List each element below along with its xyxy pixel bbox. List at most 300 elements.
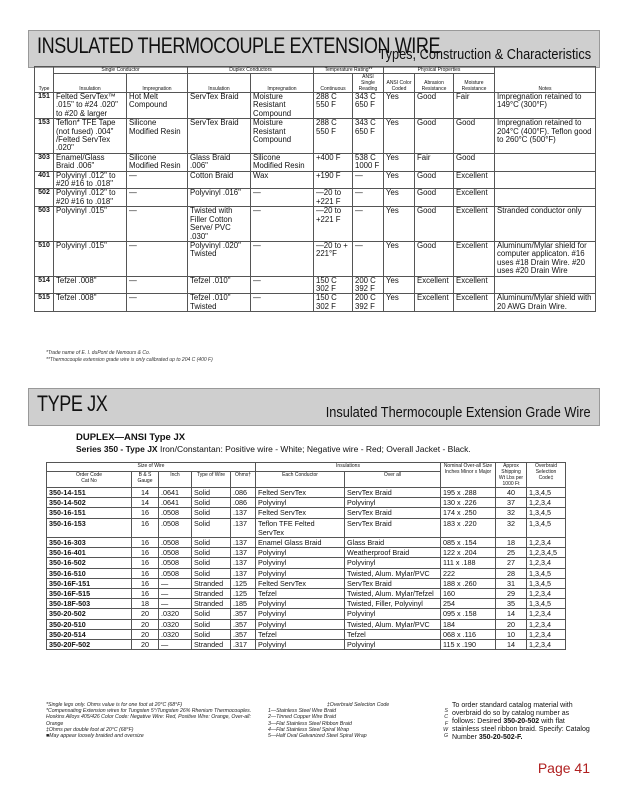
cell: 160 [441, 589, 496, 599]
cell: Felted ServTex [256, 508, 345, 518]
cell: 538 C 1000 F [353, 153, 384, 171]
cell: 068 x .116 [441, 629, 496, 639]
cell: Yes [384, 171, 415, 189]
cell: 130 x .226 [441, 498, 496, 508]
cell: 184 [441, 619, 496, 629]
overbraid-item [268, 733, 448, 739]
table-row [47, 589, 566, 599]
cell: 16 [132, 548, 159, 558]
footnote: **Thermocouple extension grade wire is only calibrated up to 204 C (400 F) [46, 356, 213, 363]
cell: .357 [231, 619, 256, 629]
cell: 122 x .204 [441, 548, 496, 558]
col-color-coded: ANSI Color Coded [384, 74, 415, 93]
cell: Excellent [454, 207, 495, 242]
cell: Stranded [192, 640, 231, 650]
cell: 1,3,4,5 [527, 508, 566, 518]
cell: 14 [132, 498, 159, 508]
cell: Yes [384, 119, 415, 154]
cell: 32 [496, 518, 527, 537]
order-note [452, 702, 592, 742]
cell: Yes [384, 93, 415, 119]
cell: — [127, 207, 188, 242]
cell: 510 [35, 241, 54, 276]
series-desc: Iron/Constantan: Positive wire - White; Negative wire - Red; Overall Jacket - Black. [157, 444, 471, 454]
section-title: DUPLEX—ANSI Type JX [76, 432, 186, 443]
cell: Silicone Modified Resin [127, 119, 188, 154]
cat-no-label: Cat No [81, 477, 97, 484]
table-row [47, 548, 566, 558]
cell: Enamel/Glass Braid .006" [54, 153, 127, 171]
cell: ServTex Braid [345, 488, 441, 498]
group-temperature-rating: Temperature Rating** [314, 67, 384, 74]
col-inch: Inch [159, 471, 192, 487]
cell: Felted ServTex [256, 488, 345, 498]
cell: 343 C 650 F [353, 93, 384, 119]
cell: Yes [384, 207, 415, 242]
cell: 150 C 302 F [314, 294, 353, 312]
cell: 288 C 550 F [314, 93, 353, 119]
footnote: ■May appear loosely braided and oversize [46, 733, 144, 740]
cell: — [251, 189, 314, 207]
cell: 153 [35, 119, 54, 154]
col-impregnation: Impregnation [127, 74, 188, 93]
cell: Silicone Modified Resin [251, 153, 314, 171]
cell: Excellent [454, 189, 495, 207]
cell: 111 x .188 [441, 558, 496, 568]
cell: 10 [496, 629, 527, 639]
cell: Stranded [192, 578, 231, 588]
cell: 1,3,4,5 [527, 568, 566, 578]
cell: +400 F [314, 153, 353, 171]
order-code-example: 350-20-502 [503, 718, 540, 725]
series-name: Series 350 - Type JX [76, 444, 158, 454]
footnote: *Trade name of E. I. duPont de Nemours & Co. [46, 350, 151, 356]
cell: .0641 [159, 498, 192, 508]
overbraid-letter: C [444, 714, 448, 721]
table-row [47, 629, 566, 639]
cell: Yes [384, 153, 415, 171]
cell [495, 153, 596, 171]
cell: 18 [496, 538, 527, 548]
cell: .0320 [159, 619, 192, 629]
cell: Excellent [454, 294, 495, 312]
cell: .0508 [159, 508, 192, 518]
cell: 183 x .220 [441, 518, 496, 537]
cell: 28 [496, 568, 527, 578]
cell: Silicone Modified Resin [127, 153, 188, 171]
cell: — [127, 294, 188, 312]
cell: .0508 [159, 548, 192, 558]
overbraid-letter: F [444, 720, 448, 727]
cell: Good [415, 93, 454, 119]
cell: Glass Braid [345, 538, 441, 548]
table-row [47, 609, 566, 619]
cell: 16 [132, 578, 159, 588]
cell: Impregnation retained to 149°C (300°F) [495, 93, 596, 119]
header-subtitle: Insulated Thermocouple Extension Grade Wire [326, 404, 591, 421]
cell: Felted ServTex [256, 578, 345, 588]
cell: 1,3,4,5 [527, 578, 566, 588]
cell: 095 x .158 [441, 609, 496, 619]
overbraid-letter: W [443, 726, 448, 733]
cell: 350-20-502 [47, 609, 132, 619]
cell: — [353, 207, 384, 242]
cell: 16 [132, 558, 159, 568]
group-duplex-conductors: Duplex Conductors [188, 67, 314, 74]
group-size-of-wire: Size of Wire [47, 463, 256, 472]
table-row [35, 93, 596, 119]
cell: Polyvinyl .012" to #20 #16 to .018" [54, 189, 127, 207]
cell: Solid [192, 518, 231, 537]
cell: 14 [496, 640, 527, 650]
cell: 350-14-151 [47, 488, 132, 498]
cell: 20 [132, 629, 159, 639]
cell: 16 [132, 568, 159, 578]
cell: ServTex Braid [345, 578, 441, 588]
cell: — [251, 207, 314, 242]
cell: 350-14-502 [47, 498, 132, 508]
cell: Wax [251, 171, 314, 189]
cell: 350-18F-503 [47, 599, 132, 609]
cell: —20 to +221 F [314, 207, 353, 242]
cell: Solid [192, 568, 231, 578]
cell: Solid [192, 619, 231, 629]
overbraid-label: 3—Flat Stainless Steel Ribbon Braid [268, 720, 352, 727]
section-header-extension-wire [28, 30, 600, 68]
cell: 16 [132, 518, 159, 537]
table-row [35, 294, 596, 312]
cell: Solid [192, 538, 231, 548]
cell: .0508 [159, 518, 192, 537]
cell: 1,2,3,4 [527, 589, 566, 599]
footnote: ‡Ohms per double foot at 20°C (68°F) [46, 726, 134, 733]
col-duplex-insulation: Insulation [188, 74, 251, 93]
cell: Yes [384, 294, 415, 312]
cell: Good [415, 189, 454, 207]
cell: Polyvinyl [256, 548, 345, 558]
cell: 115 x .190 [441, 640, 496, 650]
cell: Twisted, Filler, Polyvinyl [345, 599, 441, 609]
cell: 195 x .288 [441, 488, 496, 498]
types-construction-table [34, 66, 596, 312]
cell: ServTex Braid [345, 518, 441, 537]
cell: 1,2,3,4 [527, 558, 566, 568]
cell: 1,2,3,4 [527, 619, 566, 629]
cell: .086 [231, 488, 256, 498]
cell: — [159, 578, 192, 588]
cell: Yes [384, 241, 415, 276]
cell: Excellent [415, 294, 454, 312]
cell: Tefzel [345, 629, 441, 639]
cell: 1,3,4,5 [527, 488, 566, 498]
cell: Solid [192, 548, 231, 558]
cell: 1,2,3,4 [527, 498, 566, 508]
cell: — [353, 241, 384, 276]
cell: .0508 [159, 558, 192, 568]
group-single-conductor: Single Conductor [54, 67, 188, 74]
cell: 151 [35, 93, 54, 119]
cell: Weatherproof Braid [345, 548, 441, 558]
cell: .137 [231, 548, 256, 558]
cell [495, 276, 596, 294]
col-order-code [47, 471, 132, 487]
cell: 350-16-401 [47, 548, 132, 558]
cell: Hot Melt Compound [127, 93, 188, 119]
table-row [47, 578, 566, 588]
cell: Polyvinyl .015" [54, 207, 127, 242]
cell: 1,2,3,4,5 [527, 548, 566, 558]
cell: 200 C 392 F [353, 294, 384, 312]
col-overall: Over all [345, 471, 441, 487]
cell [495, 189, 596, 207]
cell: Polyvinyl [345, 558, 441, 568]
cell: Twisted with Filler Cotton Serve/ PVC .030" [188, 207, 251, 242]
col-continuous: Continuous [314, 74, 353, 93]
cell: 288 C 550 F [314, 119, 353, 154]
table-row [47, 518, 566, 537]
cell: ServTex Braid [188, 119, 251, 154]
col-nominal-size: Nominal Over-all Size Inches Minor x Major [441, 463, 496, 488]
table-row [47, 498, 566, 508]
overbraid-label: 5—Half Oval Galvanized Steel Spiral Wrap [268, 733, 367, 740]
cell: 16 [132, 538, 159, 548]
cell: 1,3,4,5 [527, 599, 566, 609]
cell: 350-16-151 [47, 508, 132, 518]
col-type: Type [35, 67, 54, 93]
cell: Solid [192, 629, 231, 639]
cell: Polyvinyl [345, 498, 441, 508]
cell: 20 [132, 640, 159, 650]
cell: —20 to +221 F [314, 189, 353, 207]
cell: 16 [132, 508, 159, 518]
cell: 343 C 650 F [353, 119, 384, 154]
cell: 14 [496, 609, 527, 619]
cell: Felted ServTex™ .015" to #24 .020" to #20 & larger [54, 93, 127, 119]
col-abrasion: Abrasion Resistance [415, 74, 454, 93]
cell: Excellent [454, 276, 495, 294]
overbraid-label: 2—Tinned Copper Wire Braid [268, 714, 336, 721]
cell: 515 [35, 294, 54, 312]
cell: Teflon TFE Felted ServTex [256, 518, 345, 537]
cell: — [127, 171, 188, 189]
cell: 188 x .260 [441, 578, 496, 588]
cell: Excellent [415, 276, 454, 294]
col-wire-type: Type of Wire [192, 471, 231, 487]
order-note-prefix: To order standard catalog material with overbraid do so by catalog number as follows: Desired [452, 702, 573, 725]
cell: .125 [231, 578, 256, 588]
cell: .0320 [159, 629, 192, 639]
cell: Polyvinyl [256, 568, 345, 578]
table-row [47, 640, 566, 650]
cell: Stranded [192, 599, 231, 609]
cell: Good [415, 119, 454, 154]
cell: .357 [231, 609, 256, 619]
group-insulations: Insulations [256, 463, 441, 472]
cell: Yes [384, 276, 415, 294]
cell: 1,2,3,4 [527, 640, 566, 650]
footnote: *Single legs only. Ohms value is for one foot at 20°C (68°F) [46, 702, 183, 708]
col-each-conductor: Each Conductor [256, 471, 345, 487]
page-number: Page 41 [537, 760, 590, 776]
cell: Tefzel .010" Twisted [188, 294, 251, 312]
cell: Polyvinyl [345, 640, 441, 650]
cell: — [353, 189, 384, 207]
cell: —20 to + 221°F [314, 241, 353, 276]
cell: Teflon* TFE Tape (not fused) .004" /Felted ServTex .020" [54, 119, 127, 154]
cell: 350-16-153 [47, 518, 132, 537]
cell: 20 [132, 609, 159, 619]
cell: Fair [415, 153, 454, 171]
cell: — [127, 189, 188, 207]
table2-footnotes [46, 702, 261, 739]
cell: 200 C 392 F [353, 276, 384, 294]
cell: Twisted, Alum. Mylar/PVC [345, 568, 441, 578]
cell: 401 [35, 171, 54, 189]
cell: Polyvinyl .020" Twisted [188, 241, 251, 276]
cell: 27 [496, 558, 527, 568]
cell: Solid [192, 558, 231, 568]
cell: 254 [441, 599, 496, 609]
group-physical-properties: Physical Properties [384, 67, 495, 74]
cell: 25 [496, 548, 527, 558]
header-subtitle: Types, Construction & Characteristics [378, 46, 591, 63]
table-row [35, 119, 596, 154]
cell: — [353, 171, 384, 189]
cell: Polyvinyl .016" [188, 189, 251, 207]
jx-catalog-table [46, 462, 566, 650]
overbraid-letter: G [443, 733, 448, 740]
jx-table-body [47, 488, 566, 650]
table-row [35, 241, 596, 276]
cell: — [159, 640, 192, 650]
cell: 350-16F-515 [47, 589, 132, 599]
cell: 1,2,3,4 [527, 629, 566, 639]
cell: 350-16-502 [47, 558, 132, 568]
col-shipping-weight: Approx Shipping Wt Lbs per 1000 Ft [496, 463, 527, 488]
cell: 174 x .250 [441, 508, 496, 518]
cell: 18 [132, 599, 159, 609]
cell: Polyvinyl [256, 640, 345, 650]
cell: Solid [192, 488, 231, 498]
cell: 20 [132, 619, 159, 629]
cell: Stranded [192, 589, 231, 599]
cell: Moisture Resistant Compound [251, 119, 314, 154]
overbraid-label: 4—Flat Stainless Steel Spiral Wrap [268, 726, 350, 733]
cell: — [251, 276, 314, 294]
order-code-label: Order Code [75, 471, 103, 478]
table-row [47, 508, 566, 518]
cell: Cotton Braid [188, 171, 251, 189]
cell: Polyvinyl [256, 609, 345, 619]
cell: Excellent [454, 241, 495, 276]
overbraid-code-legend [268, 702, 448, 739]
cell: Polyvinyl [256, 619, 345, 629]
catalog-number-example: 350-20-502-F. [478, 734, 523, 741]
cell: Good [454, 119, 495, 154]
cell: — [127, 241, 188, 276]
cell: Polyvinyl [345, 609, 441, 619]
cell: 503 [35, 207, 54, 242]
cell: — [159, 589, 192, 599]
cell: Tefzel [256, 589, 345, 599]
cell: — [251, 294, 314, 312]
col-duplex-impregnation: Impregnation [251, 74, 314, 93]
cell: Glass Braid .006" [188, 153, 251, 171]
cell: Twisted, Alum. Mylar/Tefzel [345, 589, 441, 599]
cell: Aluminum/Mylar shield with 20 AWG Drain Wire. [495, 294, 596, 312]
cell: .086 [231, 498, 256, 508]
table-row [35, 189, 596, 207]
cell: .357 [231, 629, 256, 639]
col-gauge: B & S Gauge [132, 471, 159, 487]
table1-footnotes [46, 350, 213, 363]
overbraid-title: ‡Overbraid Selection Code [326, 702, 390, 708]
cell: Yes [384, 189, 415, 207]
cell: Good [415, 241, 454, 276]
cell: Moisture Resistant Compound [251, 93, 314, 119]
overbraid-items [268, 708, 448, 739]
cell: — [251, 241, 314, 276]
cell: 16 [132, 589, 159, 599]
overbraid-label: 1—Stainless Steel Wire Braid [268, 708, 336, 715]
cell: 14 [132, 488, 159, 498]
cell [495, 171, 596, 189]
cell: .125 [231, 589, 256, 599]
cell: 31 [496, 578, 527, 588]
cell: Good [415, 207, 454, 242]
cell: Solid [192, 609, 231, 619]
cell: .0508 [159, 568, 192, 578]
col-ohms: Ohms† [231, 471, 256, 487]
col-overbraid-code: Overbraid Selection Code‡ [527, 463, 566, 488]
cell: .0508 [159, 538, 192, 548]
cell: 1,3,4,5 [527, 518, 566, 537]
cell: Fair [454, 93, 495, 119]
cell: .0320 [159, 609, 192, 619]
cell: Good [415, 171, 454, 189]
cell: .185 [231, 599, 256, 609]
cell: 350-16F-151 [47, 578, 132, 588]
cell: .137 [231, 518, 256, 537]
header-title: INSULATED THERMOCOUPLE EXTENSION WIRE [37, 33, 441, 58]
cell: 350-16-510 [47, 568, 132, 578]
cell: Solid [192, 498, 231, 508]
cell: Polyvinyl [256, 599, 345, 609]
cell: Polyvinyl [256, 498, 345, 508]
cell: 350-20-514 [47, 629, 132, 639]
cell: 1,2,3,4 [527, 609, 566, 619]
cell: ServTex Braid [345, 508, 441, 518]
cell: Tefzel .008" [54, 294, 127, 312]
col-moisture: Moisture Resistance [454, 74, 495, 93]
cell: Enamel Glass Braid [256, 538, 345, 548]
cell: 502 [35, 189, 54, 207]
cell: 150 C 302 F [314, 276, 353, 294]
cell: 32 [496, 508, 527, 518]
cell: Polyvinyl .015" [54, 241, 127, 276]
cell: 085 x .154 [441, 538, 496, 548]
cell: Good [454, 153, 495, 171]
cell: 29 [496, 589, 527, 599]
cell: Polyvinyl .012" to #20 #16 to .018" [54, 171, 127, 189]
table-row [35, 276, 596, 294]
table-row [47, 568, 566, 578]
cell: Stranded conductor only [495, 207, 596, 242]
cell: .0641 [159, 488, 192, 498]
cell: .137 [231, 558, 256, 568]
cell: Solid [192, 508, 231, 518]
table-row [47, 488, 566, 498]
